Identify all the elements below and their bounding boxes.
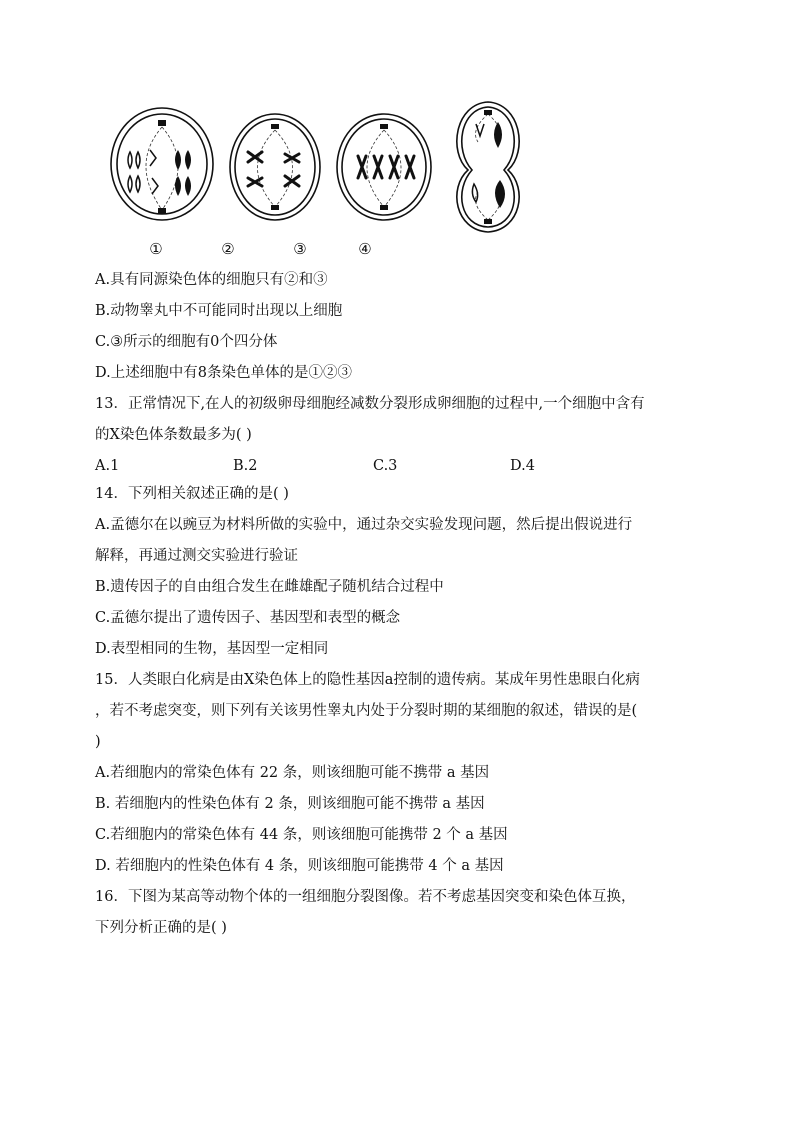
- cell-division-diagram: [100, 92, 560, 237]
- cell-label-3: ③: [293, 240, 307, 258]
- q15-option-c: C.若细胞内的常染色体有 44 条，则该细胞可能携带 2 个 a 基因: [95, 827, 508, 843]
- q15-stem-line1: 15．人类眼白化病是由X染色体上的隐性基因a控制的遗传病。某成年男性患眼白化病: [95, 672, 640, 688]
- q15-stem-line3: ): [95, 734, 101, 750]
- q14-option-a-line2: 解释，再通过测交实验进行验证: [95, 548, 298, 564]
- cell-division-figure: [100, 92, 560, 264]
- q14-option-d: D.表型相同的生物，基因型一定相同: [95, 641, 329, 657]
- q16-stem-line2: 下列分析正确的是( ): [95, 920, 227, 936]
- q14-option-a-line1: A.孟德尔在以豌豆为材料所做的实验中，通过杂交实验发现问题，然后提出假说进行: [95, 517, 633, 533]
- cell-label-2: ②: [221, 240, 235, 258]
- cell-label-4: ④: [358, 240, 372, 258]
- q13-option-c: C.3: [373, 458, 398, 474]
- q16-stem-line1: 16．下图为某高等动物个体的一组细胞分裂图像。若不考虑基因突变和染色体互换，: [95, 889, 636, 905]
- q12-option-b: B.动物睾丸中不可能同时出现以上细胞: [95, 303, 343, 319]
- q15-option-b: B. 若细胞内的性染色体有 2 条，则该细胞可能不携带 a 基因: [95, 796, 485, 812]
- q15-option-d: D. 若细胞内的性染色体有 4 条，则该细胞可能携带 4 个 a 基因: [95, 858, 504, 874]
- q13-stem-line2: 的X染色体条数最多为( ): [95, 427, 252, 443]
- q14-option-c: C.孟德尔提出了遗传因子、基因型和表型的概念: [95, 610, 401, 626]
- cell-label-1: ①: [149, 240, 163, 258]
- q14-stem: 14．下列相关叙述正确的是( ): [95, 486, 289, 502]
- q15-option-a: A.若细胞内的常染色体有 22 条，则该细胞可能不携带 a 基因: [95, 765, 490, 781]
- q13-option-d: D.4: [510, 458, 535, 474]
- q15-stem-line2: ，若不考虑突变，则下列有关该男性睾丸内处于分裂时期的某细胞的叙述，错误的是(: [95, 703, 638, 719]
- q13-stem-line1: 13．正常情况下,在人的初级卵母细胞经减数分裂形成卵细胞的过程中,一个细胞中含有: [95, 396, 645, 412]
- q12-option-a: A.具有同源染色体的细胞只有②和③: [95, 272, 328, 288]
- q13-option-a: A.1: [95, 458, 120, 474]
- q14-option-b: B.遗传因子的自由组合发生在雌雄配子随机结合过程中: [95, 579, 444, 595]
- q12-option-c: C.③所示的细胞有0个四分体: [95, 334, 278, 350]
- q12-option-d: D.上述细胞中有8条染色单体的是①②③: [95, 365, 352, 381]
- q13-option-b: B.2: [233, 458, 258, 474]
